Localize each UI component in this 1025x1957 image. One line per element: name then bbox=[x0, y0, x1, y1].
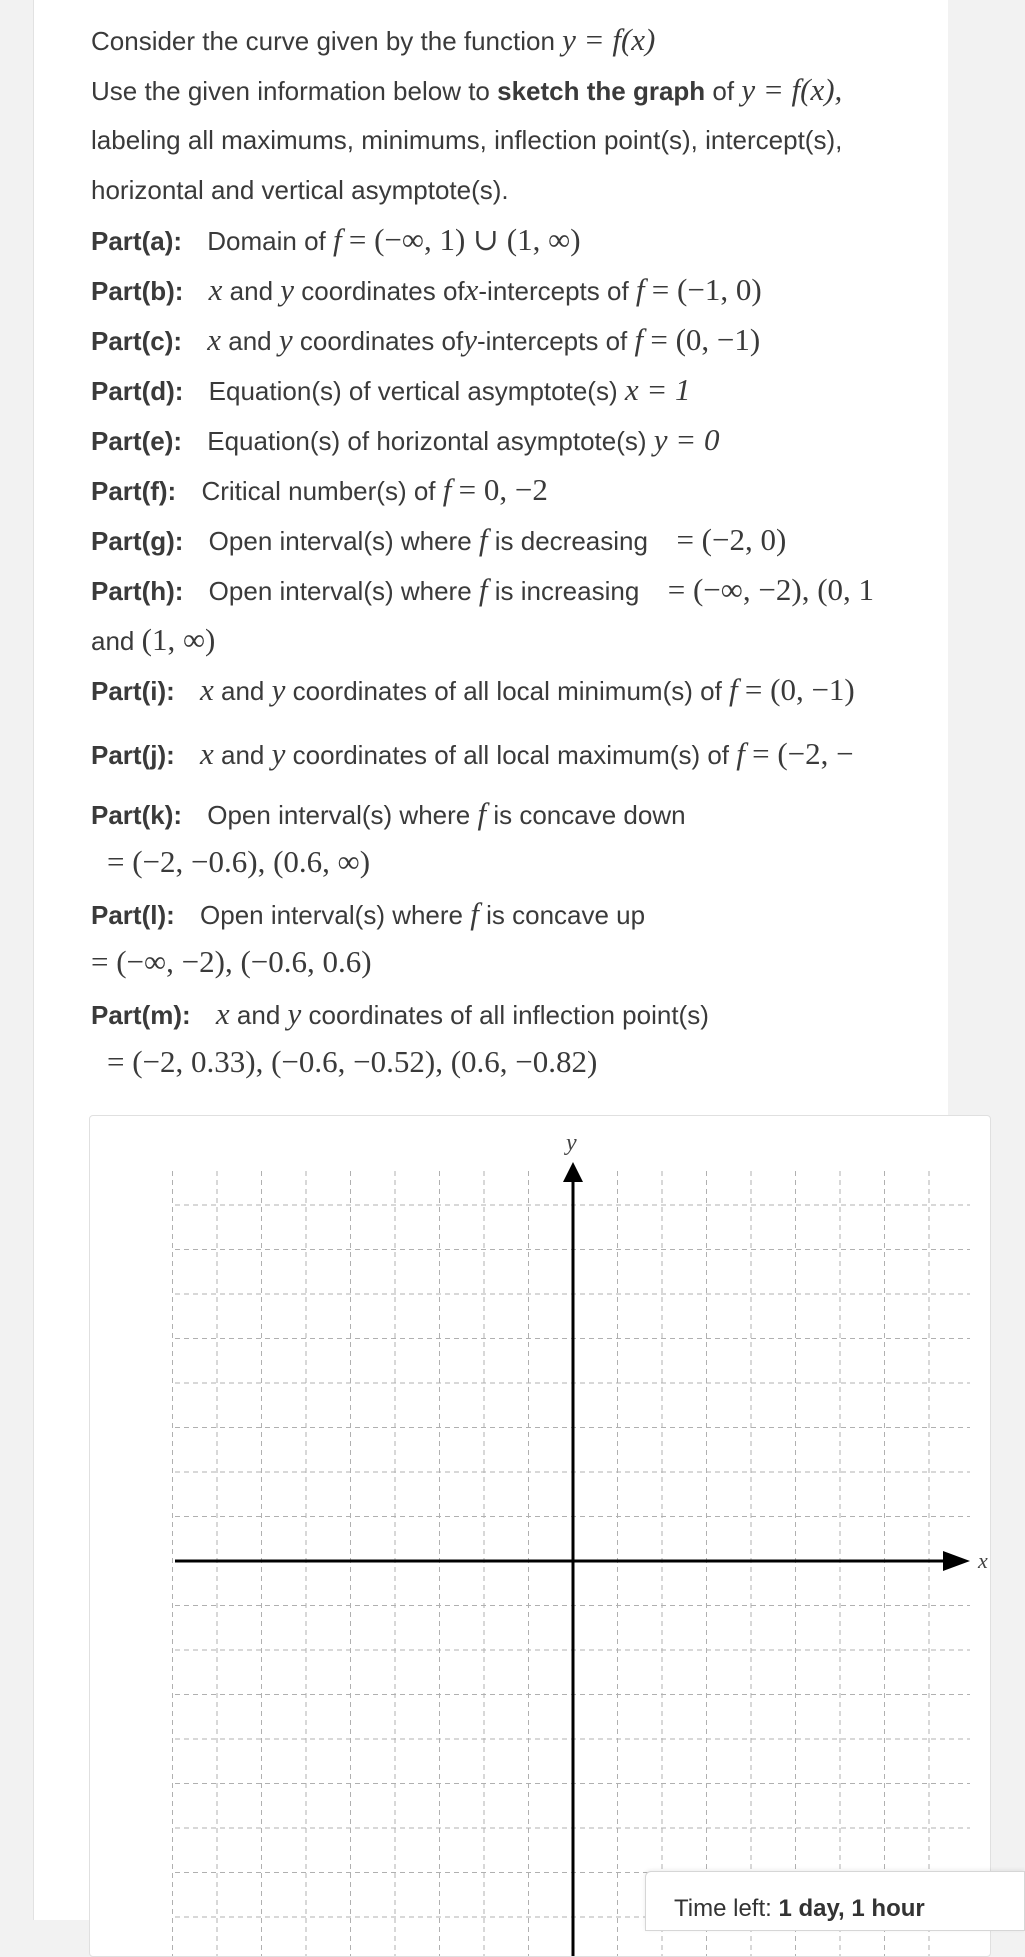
part-text: Open interval(s) where bbox=[200, 900, 464, 930]
part-answer: = 0, −2 bbox=[458, 472, 548, 507]
part-label: Part(l): bbox=[91, 900, 175, 930]
math-var: y bbox=[271, 736, 286, 771]
math-var: x bbox=[215, 996, 230, 1031]
x-axis-label: x bbox=[978, 1548, 988, 1573]
part-k bbox=[91, 796, 686, 833]
part-text: is decreasing bbox=[494, 526, 648, 556]
part-label: Part(e): bbox=[91, 426, 183, 456]
part-label: Part(c): bbox=[91, 326, 183, 356]
part-answer: = (−2, − bbox=[752, 736, 854, 771]
time-left-indicator bbox=[645, 1871, 1025, 1931]
intro-line-3: labeling all maximums, minimums, inflection point(s), intercept(s), bbox=[91, 125, 843, 155]
part-label: Part(i): bbox=[91, 676, 175, 706]
part-text: Domain of bbox=[207, 226, 326, 256]
part-answer: x = 1 bbox=[624, 372, 691, 407]
part-answer: = (0, −1) bbox=[650, 322, 761, 357]
part-label: Part(h): bbox=[91, 576, 184, 606]
part-answer: = (−2, 0) bbox=[676, 522, 787, 557]
part-h bbox=[91, 572, 874, 609]
math-var: f bbox=[478, 522, 488, 557]
part-text: coordinates of all local maximum(s) of bbox=[292, 740, 730, 770]
intro-math: y = f(x) bbox=[562, 22, 656, 57]
part-answer: = (−∞, −2), (0, 1 bbox=[667, 572, 875, 607]
part-text: coordinates of bbox=[301, 276, 465, 306]
part-text: Equation(s) of vertical asymptote(s) bbox=[208, 376, 618, 406]
intro-math: y = f(x), bbox=[741, 72, 843, 107]
part-answer: y = 0 bbox=[653, 422, 720, 457]
part-answer: (1, ∞) bbox=[141, 622, 216, 657]
graph-sketch-area[interactable] bbox=[89, 1115, 991, 1957]
part-d bbox=[91, 372, 691, 409]
timer-label: Time left: bbox=[674, 1895, 779, 1922]
math-var: f bbox=[736, 736, 745, 771]
math-var: f bbox=[470, 896, 479, 931]
part-answer: = (−1, 0) bbox=[651, 272, 762, 307]
part-l-answer bbox=[91, 944, 372, 981]
part-k-answer bbox=[107, 844, 370, 881]
part-answer: = (−2, −0.6), (0.6, ∞) bbox=[107, 844, 371, 879]
part-label: Part(d): bbox=[91, 376, 184, 406]
part-g bbox=[91, 522, 786, 559]
part-a bbox=[91, 222, 581, 259]
part-text: and bbox=[236, 1000, 281, 1030]
part-j bbox=[91, 736, 854, 773]
grid-lines bbox=[173, 1171, 971, 1956]
math-var: x bbox=[208, 272, 223, 307]
math-var: f bbox=[332, 222, 342, 257]
timer-value: 1 day, 1 hour bbox=[778, 1895, 925, 1922]
math-var: y bbox=[280, 272, 295, 307]
part-m-answer bbox=[107, 1044, 597, 1081]
math-var: f bbox=[634, 322, 644, 357]
math-var: y bbox=[287, 996, 302, 1031]
intro-line-2 bbox=[91, 72, 842, 109]
math-var: x bbox=[200, 736, 214, 771]
part-l bbox=[91, 896, 645, 933]
math-var: f bbox=[635, 272, 645, 307]
intro-line-4: horizontal and vertical asymptote(s). bbox=[91, 175, 509, 205]
math-var: f bbox=[729, 672, 738, 707]
part-c bbox=[91, 322, 760, 359]
intro-bold: sketch the graph bbox=[497, 76, 706, 106]
part-text: Equation(s) of horizontal asymptote(s) bbox=[207, 426, 647, 456]
part-label: Part(k): bbox=[91, 800, 183, 830]
part-h-continued bbox=[91, 622, 215, 659]
math-var: x bbox=[207, 322, 222, 357]
part-label: Part(j): bbox=[91, 740, 175, 770]
part-text: and bbox=[221, 740, 265, 770]
x-axis-arrow bbox=[943, 1551, 970, 1571]
part-text: Open interval(s) where bbox=[208, 526, 472, 556]
intro-text: of bbox=[712, 76, 735, 106]
left-gutter bbox=[0, 0, 34, 1920]
part-answer: = (−∞, −2), (−0.6, 0.6) bbox=[91, 944, 372, 979]
part-b bbox=[91, 272, 762, 309]
math-var: x bbox=[200, 672, 214, 707]
y-axis-arrow bbox=[563, 1162, 583, 1182]
question-content bbox=[34, 0, 988, 1922]
math-var: f bbox=[442, 472, 452, 507]
part-text: Open interval(s) where bbox=[208, 576, 472, 606]
part-text: is concave up bbox=[486, 900, 646, 930]
intro-text: Use the given information below to bbox=[91, 76, 490, 106]
part-answer: = (−2, 0.33), (−0.6, −0.52), (0.6, −0.82) bbox=[107, 1044, 598, 1079]
math-var: y bbox=[278, 322, 293, 357]
part-text: coordinates of all local minimum(s) of bbox=[292, 676, 722, 706]
part-text: and bbox=[228, 326, 272, 356]
part-i bbox=[91, 672, 855, 709]
math-var: f bbox=[477, 796, 487, 831]
part-answer: = (0, −1) bbox=[744, 672, 855, 707]
part-text: -intercepts of bbox=[478, 276, 629, 306]
part-m bbox=[91, 996, 709, 1033]
part-text: Critical number(s) of bbox=[201, 476, 436, 506]
graph-canvas[interactable] bbox=[90, 1116, 990, 1956]
y-axis-label: y bbox=[566, 1130, 577, 1156]
intro-text: Consider the curve given by the function bbox=[91, 26, 555, 56]
part-label: Part(m): bbox=[91, 1000, 191, 1030]
part-e bbox=[91, 422, 719, 459]
part-text: coordinates of all inflection point(s) bbox=[308, 1000, 709, 1030]
part-text: Open interval(s) where bbox=[207, 800, 471, 830]
part-label: Part(a): bbox=[91, 226, 183, 256]
part-label: Part(b): bbox=[91, 276, 184, 306]
part-text: is increasing bbox=[494, 576, 640, 606]
part-text: is concave down bbox=[493, 800, 686, 830]
math-var: y bbox=[271, 672, 286, 707]
math-var: x bbox=[464, 272, 479, 307]
part-text: and bbox=[229, 276, 274, 306]
part-text: and bbox=[221, 676, 265, 706]
math-var: y bbox=[463, 322, 477, 357]
part-text: and bbox=[91, 626, 135, 656]
math-var: f bbox=[478, 572, 488, 607]
part-f bbox=[91, 472, 548, 509]
part-label: Part(f): bbox=[91, 476, 177, 506]
part-text: coordinates of bbox=[299, 326, 464, 356]
intro-line-1 bbox=[91, 22, 655, 59]
part-answer: = (−∞, 1) ∪ (1, ∞) bbox=[348, 222, 581, 257]
part-label: Part(g): bbox=[91, 526, 184, 556]
part-text: -intercepts of bbox=[476, 326, 628, 356]
